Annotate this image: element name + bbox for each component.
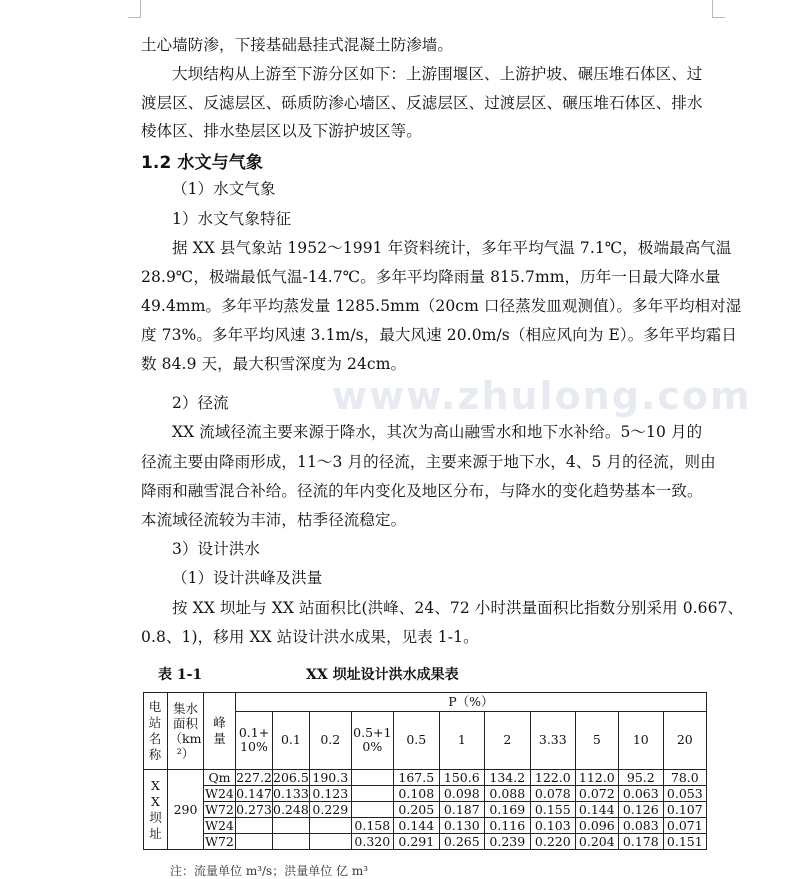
table-number: 表 1-1 (158, 667, 203, 683)
paragraph-line: 0.8、1)，移用 XX 站设计洪水成果，见表 1-1。 (141, 628, 479, 646)
table-cell (273, 818, 310, 834)
table-cell: 0.098 (439, 786, 484, 802)
table-cell: 0.107 (663, 802, 706, 818)
p-col-header: 20 (663, 711, 706, 769)
page-corner-mark-right (712, 0, 725, 18)
table-cell: 0.053 (663, 786, 706, 802)
header-station-cell (144, 693, 168, 770)
table-cell: 0.071 (663, 818, 706, 834)
section-heading: 1.2 水文与气象 (141, 153, 263, 173)
table-cell: 0.239 (484, 834, 530, 850)
header-p: P（%） (236, 693, 707, 712)
p-col-header: 10 (618, 711, 663, 769)
p-col-header: 0.2 (309, 711, 351, 769)
subheading: （1）水文气象 (172, 180, 276, 198)
table-cell (236, 834, 273, 850)
table-cell: 78.0 (663, 770, 706, 786)
paragraph-line: 度 73%。多年平均风速 3.1m/s，最大风速 20.0m/s（相应风向为 E）。多年平均霜日 (141, 326, 737, 344)
subheading: 2）径流 (172, 394, 229, 412)
table-cell: 190.3 (309, 770, 351, 786)
table-cell: 0.133 (273, 785, 309, 801)
station-cell (144, 770, 168, 850)
subheading: （1）设计洪峰及洪量 (172, 569, 323, 587)
table-cell: 167.5 (393, 770, 439, 786)
table-cell: 0.088 (484, 786, 530, 802)
header-area-cell (168, 693, 204, 770)
table-cell (273, 834, 310, 850)
table-cell: 0.116 (484, 818, 530, 834)
p-col-header: 0.1 (273, 711, 310, 769)
paragraph-line: 棱体区、排水垫层区以及下游护坡区等。 (141, 122, 422, 140)
paragraph-line: XX 流域径流主要来源于降水，其次为高山融雪水和地下水补给。5～10 月的 (172, 423, 703, 441)
row-label: W24 (205, 817, 234, 833)
table-cell: 0.083 (618, 818, 663, 834)
p-col-header: 1 (439, 711, 484, 769)
paragraph-line: 渡层区、反滤层区、砾质防渗心墙区、反滤层区、过渡层区、碾压堆石体区、排水 (141, 94, 703, 112)
table-cell: 227.2 (236, 769, 272, 785)
paragraph-line: 降雨和融雪混合补给。径流的年内变化及地区分布，与降水的变化趋势基本一致。 (141, 482, 703, 500)
paragraph-line: 28.9℃，极端最低气温-14.7℃。多年平均降雨量 815.7mm，历年一日最大降水量 (141, 268, 721, 286)
table-title: XX 坝址设计洪水成果表 (306, 667, 459, 683)
p-col-header (236, 711, 273, 769)
table-cell: 134.2 (484, 770, 530, 786)
paragraph-line: 径流主要由降雨形成，11～3 月的径流，主要来源于地下水，4、5 月的径流，则由 (141, 453, 716, 471)
table-cell (236, 818, 273, 834)
table-cell (351, 802, 393, 818)
table-cell: 150.6 (439, 770, 484, 786)
subheading: 3）设计洪水 (172, 540, 260, 558)
subheading: 1）水文气象特征 (172, 210, 292, 228)
row-label: W72 (205, 801, 234, 817)
table-cell: 0.220 (530, 834, 575, 850)
p-col-label: 0.1+10% (238, 725, 270, 755)
table-cell: 0.178 (618, 834, 663, 850)
station-name: XX坝址 (149, 777, 162, 841)
paragraph-line: 大坝结构从上游至下游分区如下：上游围堰区、上游护坡、碾压堆石体区、过 (172, 65, 703, 83)
p-col-header: 5 (575, 711, 618, 769)
table-cell: 0.169 (484, 802, 530, 818)
header-area: 集水面积（km²） (169, 701, 202, 761)
catchment-area: 290 (168, 770, 204, 850)
table-cell: 0.096 (575, 818, 618, 834)
table-note: 注：流量单位 m³/s；洪量单位 亿 m³ (170, 864, 369, 878)
p-col-label: 0.5+10% (353, 725, 392, 755)
p-col-header: 3.33 (530, 711, 575, 769)
table-cell (351, 770, 393, 786)
table-cell: 0.265 (439, 834, 484, 850)
table-cell: 0.147 (236, 785, 272, 801)
table-cell: 0.108 (393, 786, 439, 802)
p-col-header: 0.5 (393, 711, 439, 769)
table-cell (351, 786, 393, 802)
table-cell: 122.0 (530, 770, 575, 786)
table-cell: 0.103 (530, 818, 575, 834)
table-cell: 0.320 (351, 834, 393, 850)
paragraph-line: 土心墙防渗，下接基础悬挂式混凝土防渗墙。 (141, 36, 454, 54)
header-peak-cell (204, 693, 236, 770)
table-cell: 0.063 (618, 786, 663, 802)
flood-results-table (143, 692, 707, 850)
table-cell: 0.151 (663, 834, 706, 850)
table-cell: 0.204 (575, 834, 618, 850)
table-cell: 0.078 (530, 786, 575, 802)
row-label: Qm (204, 770, 236, 786)
page-corner-mark-left (128, 0, 141, 18)
paragraph-line: 据 XX 县气象站 1952～1991 年资料统计，多年平均气温 7.1℃，极端最高气温 (172, 239, 732, 257)
table-cell: 0.291 (393, 834, 439, 850)
p-col-header (351, 711, 393, 769)
p-col-header: 2 (484, 711, 530, 769)
watermark: www.zhulong.com (332, 374, 752, 418)
paragraph-line: 按 XX 坝址与 XX 站面积比(洪峰、24、72 小时洪量面积比指数分别采用 0.667、 (172, 599, 744, 617)
paragraph-line: 数 84.9 天，最大积雪深度为 24cm。 (141, 355, 407, 373)
table-cell (309, 834, 351, 850)
table-cell: 0.205 (393, 802, 439, 818)
table-cell: 0.126 (618, 802, 663, 818)
table-cell (309, 818, 351, 834)
row-label: W72 (205, 833, 234, 849)
table-cell: 0.273 (236, 801, 272, 817)
table-cell: 112.0 (575, 770, 618, 786)
table-cell: 0.130 (439, 818, 484, 834)
paragraph-line: 49.4mm。多年平均蒸发量 1285.5mm（20cm 口径蒸发皿观测值）。多年平均相对湿 (141, 297, 742, 315)
paragraph-line: 本流域径流较为丰沛，枯季径流稳定。 (141, 511, 407, 529)
row-label: W24 (205, 785, 234, 801)
table-cell: 0.123 (309, 786, 351, 802)
table-cell: 206.5 (273, 769, 309, 785)
table-cell: 0.144 (575, 802, 618, 818)
table-cell: 0.155 (530, 802, 575, 818)
table-cell: 0.158 (351, 818, 393, 834)
table-cell: 0.144 (393, 818, 439, 834)
table-cell: 0.187 (439, 802, 484, 818)
table-cell: 0.072 (575, 786, 618, 802)
table-cell: 0.229 (309, 802, 351, 818)
table-cell: 0.248 (273, 801, 309, 817)
header-peak: 峰量 (213, 715, 226, 746)
header-station: 电站名称 (148, 699, 163, 762)
table-cell: 95.2 (618, 770, 663, 786)
